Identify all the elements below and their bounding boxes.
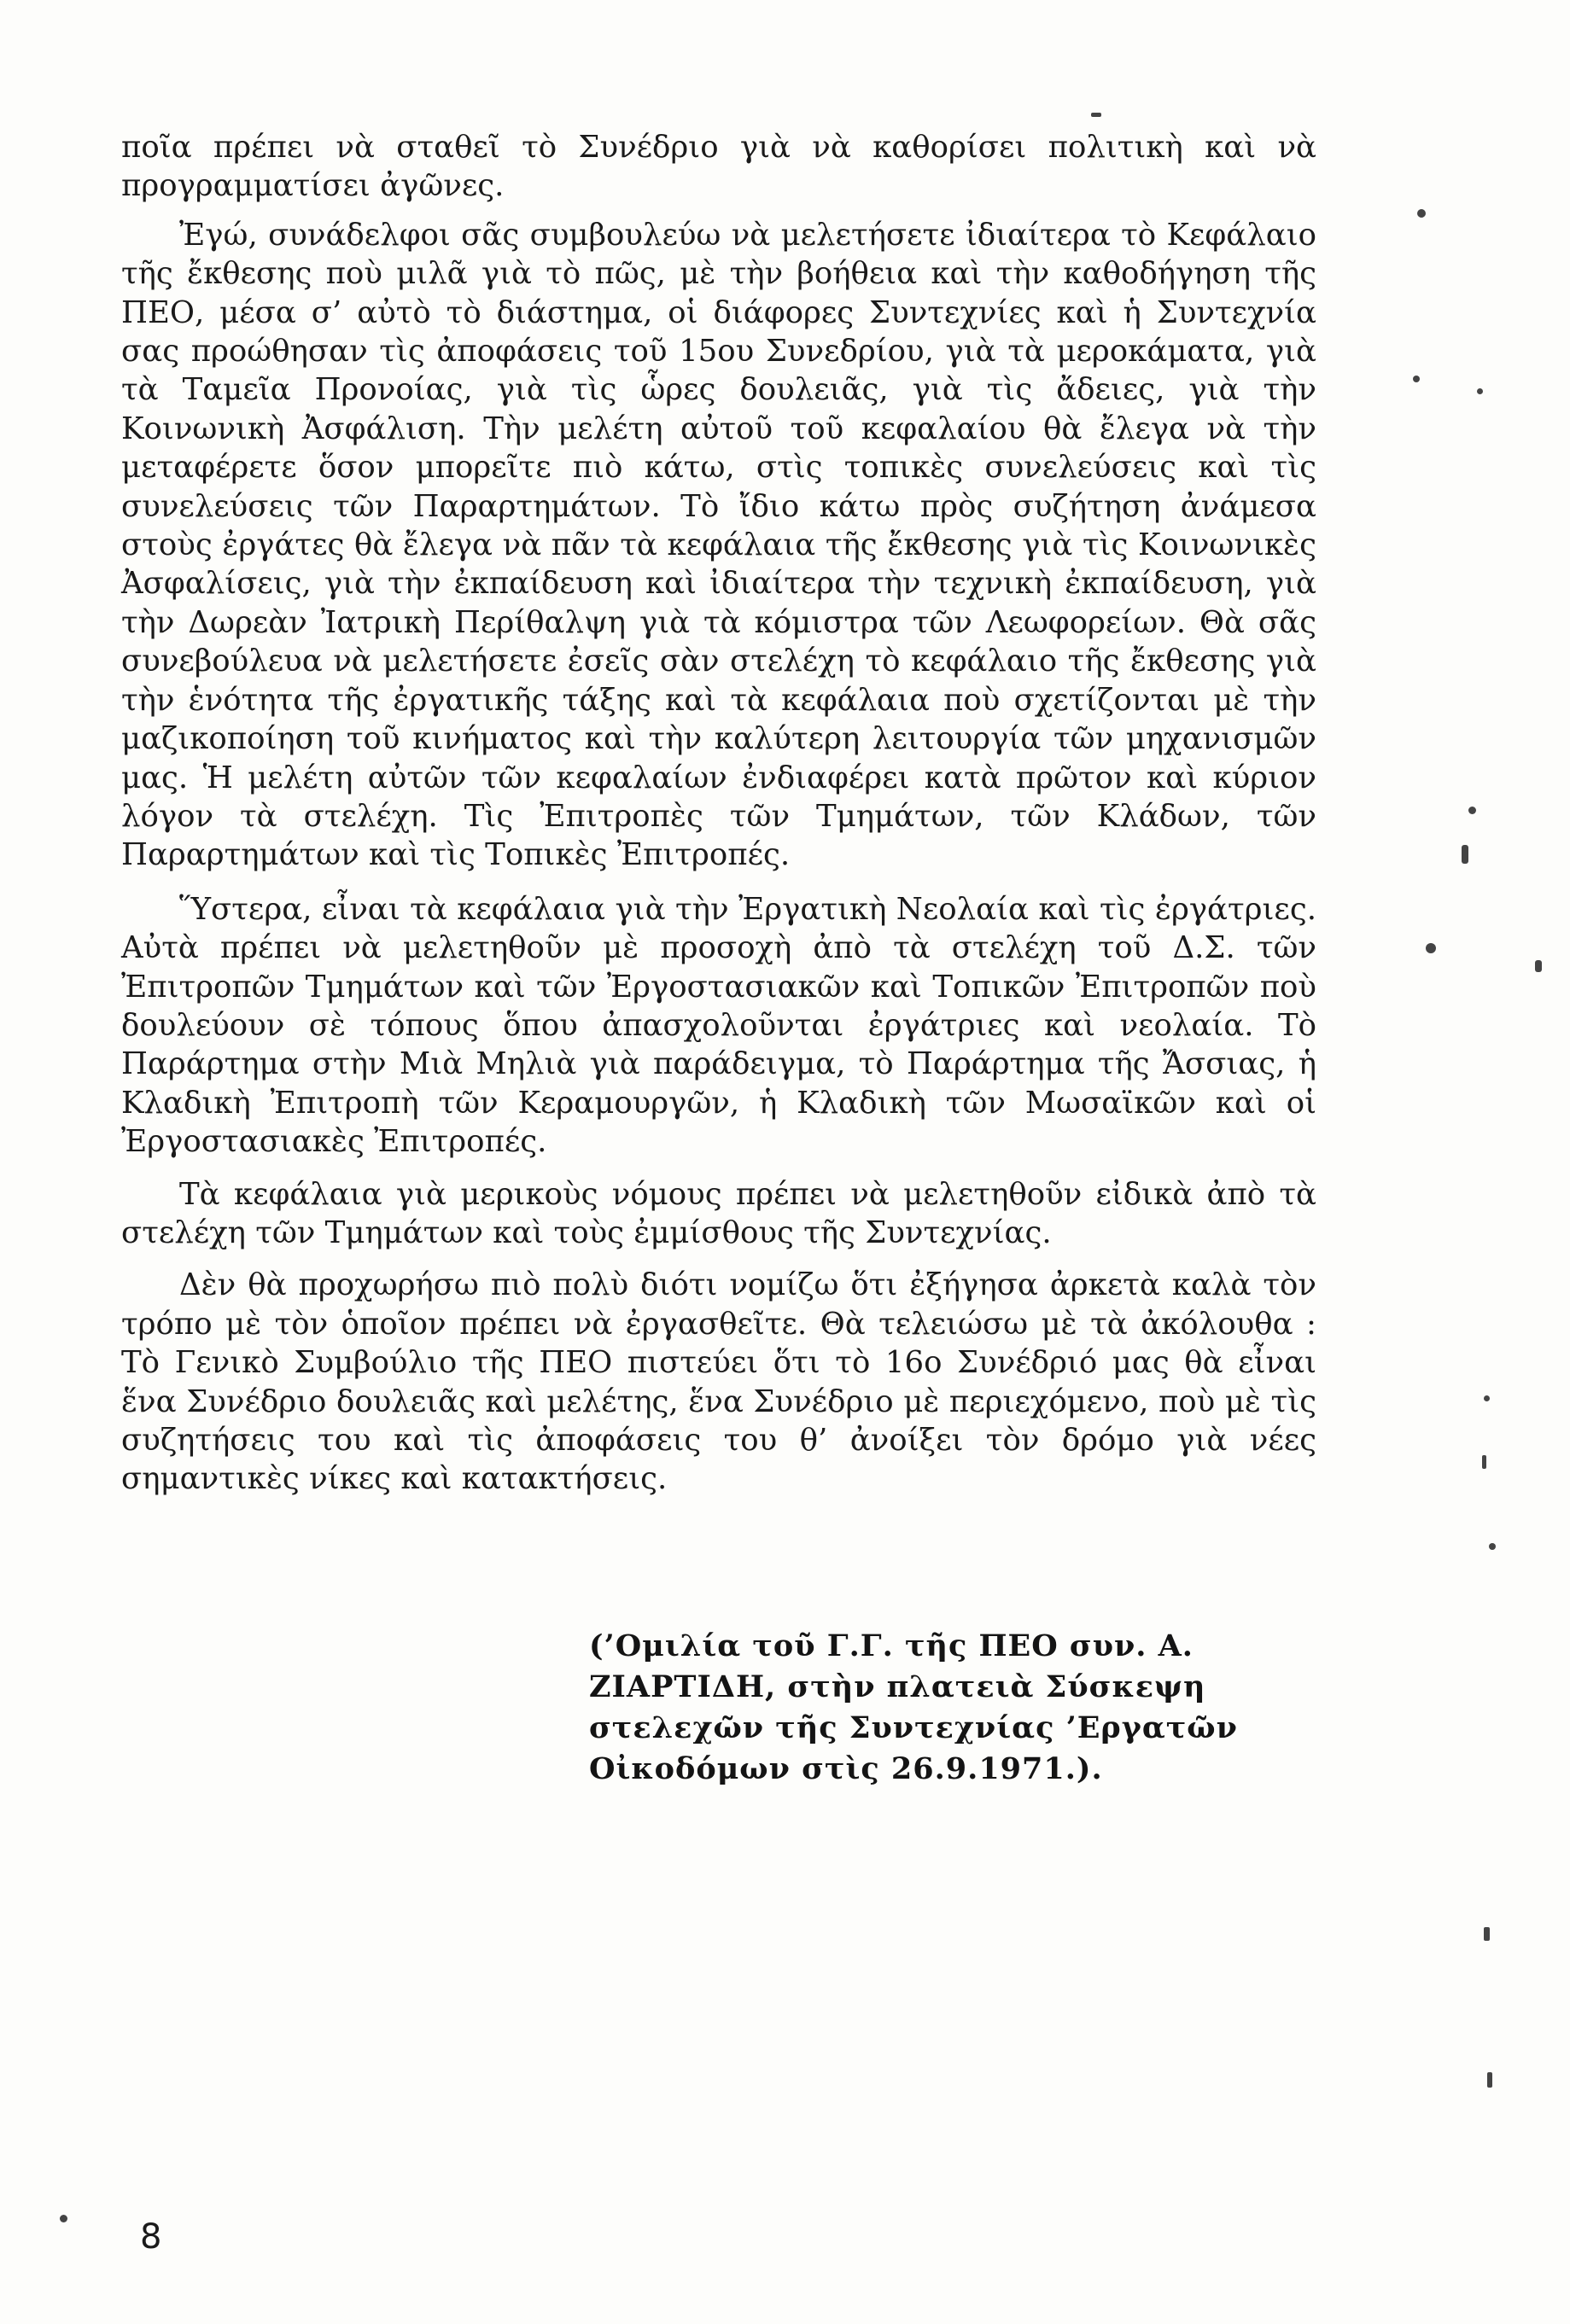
scan-speck bbox=[1413, 376, 1420, 382]
scan-speck bbox=[1417, 209, 1426, 218]
body-text bbox=[121, 128, 1316, 1499]
scan-speck bbox=[1489, 1543, 1496, 1550]
scan-speck bbox=[1426, 943, 1436, 953]
speech-attribution bbox=[589, 1626, 1323, 1790]
attribution-line-2: ΖΙΑΡΤΙΔΗ, στὴν πλατειὰ Σύσκεψη bbox=[589, 1669, 1206, 1704]
attribution-line-4: Οἰκοδόμων στὶς 26.9.1971.). bbox=[589, 1751, 1103, 1786]
scan-speck bbox=[1468, 807, 1476, 814]
paragraph-4: Τὰ κεφάλαια γιὰ μερικοὺς νόμους πρέπει νὰ μελετηθοῦν εἰδικὰ ἀπὸ τὰ στελέχη τῶν Τμημάτων καὶ τοὺς ἐμμίσθους τῆς Συντεχνίας. bbox=[121, 1176, 1316, 1250]
scan-speck bbox=[1484, 1395, 1490, 1401]
scan-speck bbox=[60, 2215, 67, 2222]
scan-speck bbox=[1487, 2072, 1492, 2088]
scan-speck bbox=[1482, 1455, 1486, 1469]
paragraph-2: Ἐγώ, συνάδελφοι σᾶς συμβουλεύω νὰ μελετήσετε ἰδιαίτερα τὸ Κεφάλαιο τῆς ἔκθεσης ποὺ μιλᾶ γιὰ τὸ πῶς, μὲ τὴν βοήθεια καὶ τὴν καθοδήγηση τῆς ΠΕΟ, μέσα σ’ αὐτὸ τὸ διάστημα, οἱ διάφορες Συντεχνίες καὶ ἡ Συντεχνία σας προώθησαν τὶς ἀποφάσεις τοῦ 15ου Συνεδρίου, γιὰ τὰ μεροκάματα, γιὰ τὰ Ταμεῖα Προνοίας, γιὰ τὶς ὧρες δουλειᾶς, γιὰ τὶς ἄδειες, γιὰ τὴν Κοινωνικὴ Ἀσφάλιση. Τὴν μελέτη αὐτοῦ τοῦ κεφαλαίου θὰ ἔλεγα νὰ τὴν μεταφέρετε ὅσον μπορεῖτε πιὸ κάτω, στὶς τοπικὲς συνελεύσεις καὶ τὶς συνελεύσεις τῶν Παραρτημάτων. Τὸ ἴδιο κάτω πρὸς συζήτηση ἀνάμεσα στοὺς ἐργάτες θὰ ἔλεγα νὰ πᾶν τὰ κεφάλαια τῆς ἔκθεσης γιὰ τὶς Κοινωνικὲς Ἀσφαλίσεις, γιὰ τὴν ἐκπαίδευση καὶ ἰδιαίτερα τὴν τεχνικὴ ἐκπαίδευση, γιὰ τὴν Δωρεὰν Ἰατρικὴ Περίθαλψη γιὰ τὰ κόμιστρα τῶν Λεωφορείων. Θὰ σᾶς συνεβούλευα νὰ μελετήσετε ἐσεῖς σὰν στελέχη τὸ κεφάλαιο τῆς ἔκθεσης γιὰ τὴν ἑνότητα τῆς ἐργατικῆς τάξης καὶ τὰ κεφάλαια ποὺ σχετίζονται μὲ τὴν μαζικοποίηση τοῦ κινήματος καὶ τὴν καλύτερη λειτουργία τῶν μηχανισμῶν μας. Ἡ μελέτη αὐτῶν τῶν κεφαλαίων ἐνδιαφέρει κατὰ πρῶτον καὶ κύριον λόγον τὰ στελέχη. Τὶς Ἐπιτροπὲς τῶν Τμημάτων, τῶν Κλάδων, τῶν Παραρτημάτων καὶ τὶς Τοπικὲς Ἐπιτροπές. bbox=[121, 217, 1316, 873]
attribution-line-1: (’Ομιλία τοῦ Γ.Γ. τῆς ΠΕΟ συν. Α. bbox=[589, 1628, 1194, 1663]
scan-speck bbox=[1477, 388, 1483, 394]
scan-speck bbox=[1462, 845, 1468, 864]
attribution-line-3: στελεχῶν τῆς Συντεχνίας ’Εργατῶν bbox=[589, 1710, 1238, 1745]
paragraph-1: ποῖα πρέπει νὰ σταθεῖ τὸ Συνέδριο γιὰ νὰ καθορίσει πολιτικὴ καὶ νὰ προγραμματίσει ἀγῶνες. bbox=[121, 130, 1316, 204]
scan-speck bbox=[1484, 1927, 1490, 1941]
paragraph-5: Δὲν θὰ προχωρήσω πιὸ πολὺ διότι νομίζω ὅτι ἐξήγησα ἀρκετὰ καλὰ τὸν τρόπο μὲ τὸν ὁποῖον πρέπει νὰ ἐργασθεῖτε. Θὰ τελειώσω μὲ τὰ ἀκόλουθα : Τὸ Γενικὸ Συμβούλιο τῆς ΠΕΟ πιστεύει ὅτι τὸ 16ο Συνέδριό μας θὰ εἶναι ἕνα Συνέδριο δουλειᾶς καὶ μελέτης, ἕνα Συνέδριο μὲ περιεχόμενο, ποὺ μὲ τὶς συζητήσεις του καὶ τὶς ἀποφάσεις του θ’ ἀνοίξει τὸν δρόμο γιὰ νέες σημαντικὲς νίκες καὶ κατακτήσεις. bbox=[121, 1267, 1316, 1497]
scan-speck bbox=[1535, 960, 1542, 972]
scan-speck bbox=[1091, 113, 1101, 117]
page-number: 8 bbox=[140, 2217, 162, 2257]
paragraph-3: Ὕστερα, εἶναι τὰ κεφάλαια γιὰ τὴν Ἐργατικὴ Νεολαία καὶ τὶς ἐργάτριες. Αὐτὰ πρέπει νὰ μελετηθοῦν μὲ προσοχὴ ἀπὸ τὰ στελέχη τοῦ Δ.Σ. τῶν Ἐπιτροπῶν Τμημάτων καὶ τῶν Ἐργοστασιακῶν καὶ Τοπικῶν Ἐπιτροπῶν ποὺ δουλεύουν σὲ τόπους ὅπου ἀπασχολοῦνται ἐργάτριες καὶ νεολαία. Τὸ Παράρτημα στὴν Μιὰ Μηλιὰ γιὰ παράδειγμα, τὸ Παράρτημα τῆς Ἄσσιας, ἡ Κλαδικὴ Ἐπιτροπὴ τῶν Κεραμουργῶν, ἡ Κλαδικὴ τῶν Μωσαϊκῶν καὶ οἱ Ἐργοστασιακὲς Ἐπιτροπές. bbox=[121, 891, 1316, 1160]
